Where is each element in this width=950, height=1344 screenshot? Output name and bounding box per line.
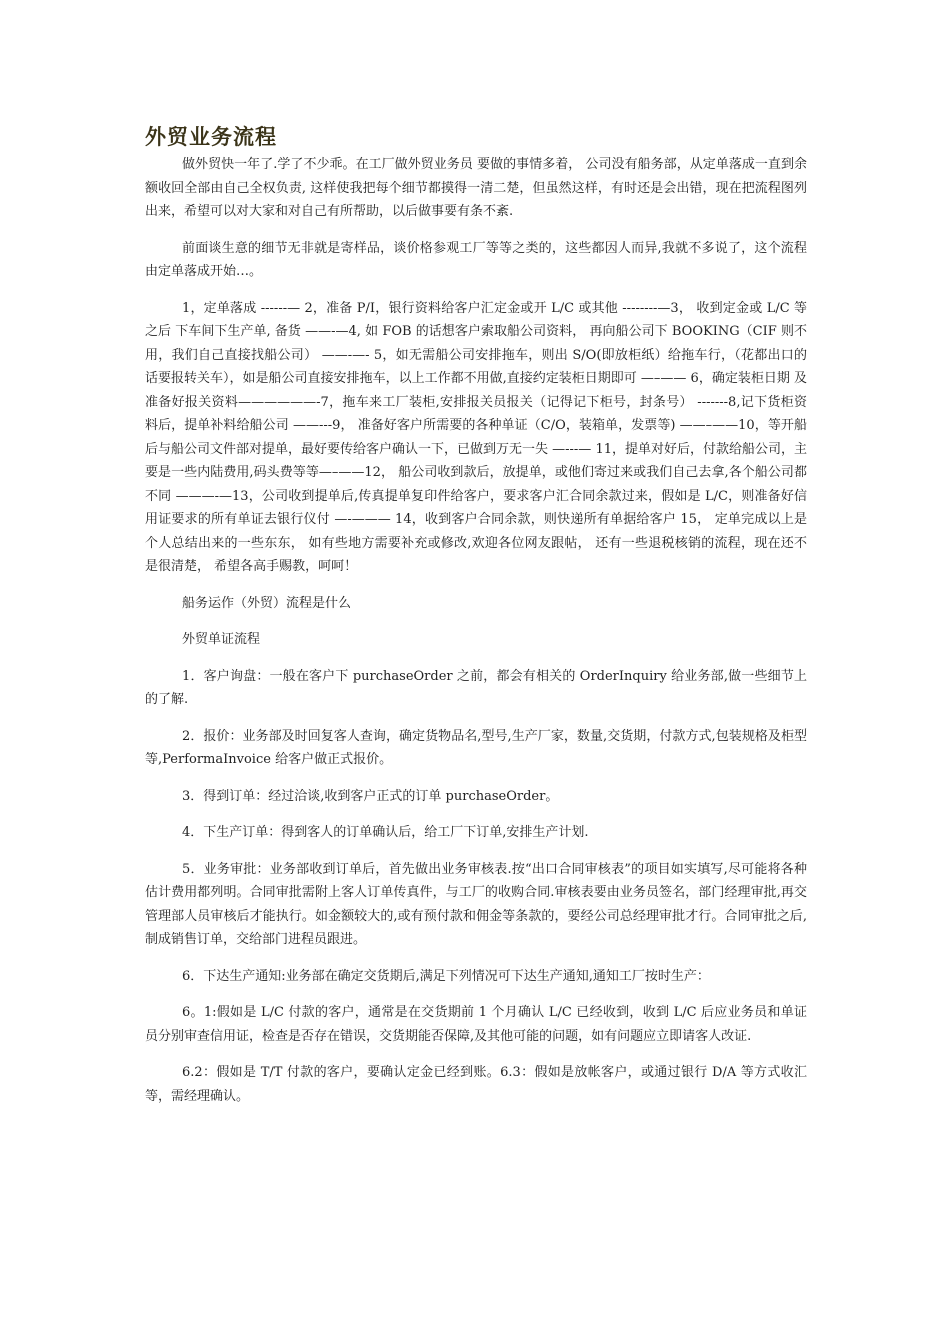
document-title: 外贸业务流程 xyxy=(145,124,277,149)
paragraph-step-1: 1．客户询盘：一般在客户下 purchaseOrder 之前，都会有相关的 OrderInquiry 给业务部,做一些细节上的了解. xyxy=(145,668,807,707)
paragraph-preface: 前面谈生意的细节无非就是寄样品，谈价格参观工厂等等之类的，这些都因人而异,我就不多说了，这个流程由定单落成开始…。 xyxy=(145,240,807,279)
paragraph-subheading: 外贸单证流程 xyxy=(182,632,261,647)
paragraph-question: 船务运作（外贸）流程是什么 xyxy=(182,595,352,611)
paragraph-process-steps: 1，定单落成 ------— 2，准备 P/I，银行资料给客户汇定金或开 L/C 或其他 --------—3， 收到定金或 L/C 等之后 下车间下生产单, 备货 ——-—4, 如 FOB 的话想客户索取船公司资料， 再向船公司下 BOOKING（CIF 则不用，我们自己直接找船公司） ——-—- 5，如无需船公司安排拖车，则出 S/O(即放柜纸）给拖车行，（花都出口的话要报转关车），如是船公司直接安排拖车，以上工作都不用做,直接约定装柜日期即可 —–—— 6，确定装柜日期 及准备好报关资料——————-7，拖车来工厂装柜,安排报关员报关（记得记下柜号，封条号） -------8,记下货柜资料后，提单补料给船公司 ——---9， 准备好客户所需要的各种单证（C/O，装箱单，发票等) ——–——10，等开船后与船公司文件部对提单，最好要传给客户确认一下，已做到万无一失 —---— 11，提单对好后，付款给船公司，主要是一些内陆费用,码头费等等—–——12， 船公司收到款后，放提单，或他们寄过来或我们自己去拿,各个船公司都不同 ———-—13，公司收到提单后,传真提单复印件给客户，要求客户汇合同余款过来，假如是 L/C，则准备好信用证要求的所有单证去银行仪付 —-——— 14，收到客户合同余款，则快递所有单据给客户 15， 定单完成以上是个人总结出来的一些东东， 如有些地方需要补充或修改,欢迎各位网友跟帖， 还有一些退税核销的流程，现在还不是很清楚， 希望各高手赐教，呵呵！ xyxy=(145,300,807,574)
paragraph-step-3: 3．得到订单：经过洽谈,收到客户正式的订单 purchaseOrder。 xyxy=(182,788,559,804)
paragraph-step-4: 4．下生产订单：得到客人的订单确认后，给工厂下订单,安排生产计划. xyxy=(182,825,589,840)
paragraph-intro: 做外贸快一年了.学了不少乖。在工厂做外贸业务员 要做的事情多着， 公司没有船务部，从定单落成一直到余额收回全部由自己全权负责, 这样使我把每个细节都摸得一清二楚，但虽然这样，有时还是会出错，现在把流程图列出来，希望可以对大家和对自己有所帮助，以后做事要有条不紊. xyxy=(145,157,807,219)
paragraph-step-6-2: 6.2：假如是 T/T 付款的客户，要确认定金已经到账。6.3：假如是放帐客户，或通过银行 D/A 等方式收汇等，需经理确认。 xyxy=(145,1065,807,1104)
paragraph-step-5: 5．业务审批：业务部收到订单后，首先做出业务审核表.按“出口合同审核表”的项目如实填写,尽可能将各种估计费用都列明。合同审批需附上客人订单传真件，与工厂的收购合同.审核表要由业务员签名，部门经理审批,再交管理部人员审核后才能执行。如金额较大的,或有预付款和佣金等条款的，要经公司总经理审批才行。合同审批之后,制成销售订单，交给部门进程员跟进。 xyxy=(145,861,807,947)
paragraph-step-6-1: 6。1:假如是 L/C 付款的客户，通常是在交货期前 1 个月确认 L/C 已经收到，收到 L/C 后应业务员和单证员分别审查信用证，检查是否存在错误，交货期能否保障,及其他可能的问题，如有问题应立即请客人改证. xyxy=(145,1005,807,1044)
paragraph-step-6: 6．下达生产通知:业务部在确定交货期后,满足下列情况可下达生产通知,通知工厂按时生产： xyxy=(182,968,710,984)
paragraph-step-2: 2．报价：业务部及时回复客人查询，确定货物品名,型号,生产厂家，数量,交货期，付款方式,包装规格及柜型等,PerformaInvoice 给客户做正式报价。 xyxy=(145,728,807,767)
